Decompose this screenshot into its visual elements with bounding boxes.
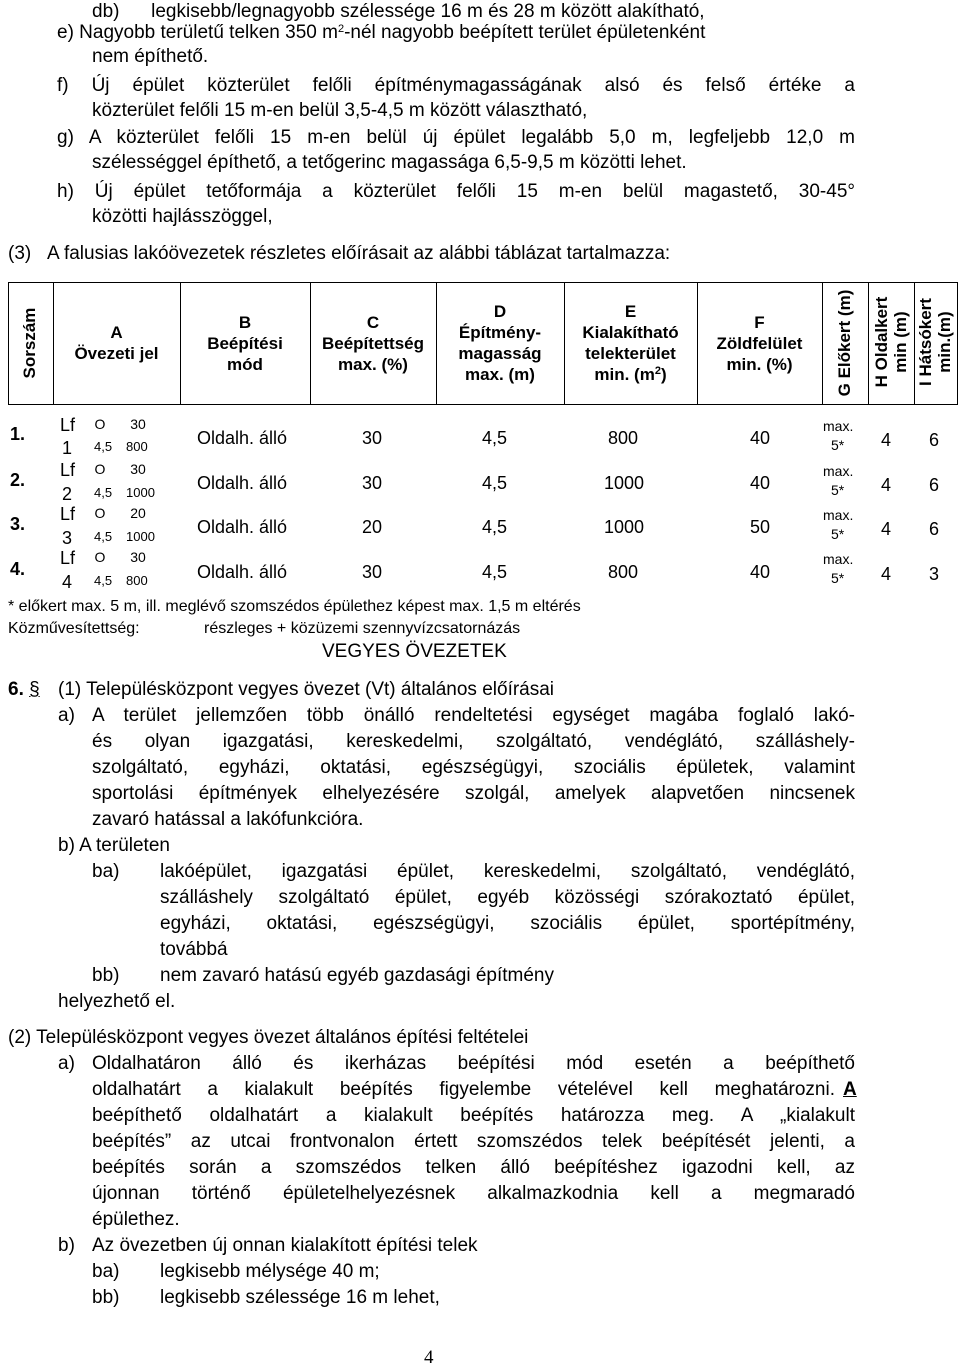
building-mode: Oldalh. álló <box>197 428 288 448</box>
utilities-label: Közművesítettség: <box>8 620 140 637</box>
item-f-line2: közterület felőli 15 m-en belül 3,5-4,5 m között választható, <box>92 100 588 121</box>
row-number: 1. <box>10 424 26 444</box>
section2-a-label: a) <box>58 1053 75 1074</box>
paragraph-3: (3) A falusias lakóövezetek részletes előírásait az alábbi táblázat tartalmazza: <box>8 243 671 264</box>
section6-ba-label: ba) <box>92 861 120 882</box>
row-number: 4. <box>10 559 26 579</box>
utilities-value: részleges + közüzemi szennyvízcsatornázás <box>204 620 521 637</box>
zoning-table: Sorszám A Övezeti jel B Beépítési mód C Beépítettség max. (%) D Építmény- magasság max. (m) E Kialakítható telekterület min. $(m^2)$ F Zöldfelület min. (%) G Előkert (m) H Oldalkert min (m) I Hátsókert min.(m) 1. Lf 1 O 30 4,5 800 Oldalh. álló 30 4,5 800 40 max. 5* 4 6 2. Lf 2 O 30 4,5 1000 Oldalh. álló 30 4,5 1000 40 max. 5* 4 6 3. Lf 3 O 20 4,5 1000 Oldalh. álló 20 4,5 1000 50 max. 5* 4 6 4. Lf 4 O 30 4,5 800 Oldalh. álló 30 4,5 800 40 max. 5* 4 3 <box>8 282 958 597</box>
paragraph-sign: § <box>29 679 40 700</box>
header-b: B Beépítési mód <box>207 312 283 374</box>
section-heading: VEGYES ÖVEZETEK <box>322 641 507 662</box>
zone-number: 3 <box>62 528 73 548</box>
document-page: db) legkisebb/legnagyobb szélessége 16 m és 28 m között alakítható, e) Nagyobb területű telken 350 $m^2$-nél nagyobb beépített terület épületenként nem építhető. f) Új épület közterület felőli építménymagasságának alsó és felső értéke a közterület felőli 15 m-en belül 3,5-4,5 m között választható, g) A közterület felőli 15 m-en belül új épület legalább 5,0 m, legfeljebb 12,0 m szélességgel építhető, a tetőgerinc magassága 6,5-9,5 m közötti lehet. h) Új épület tetőformája a közterület felőli 15 m-en belül magastető, 30-45° közötti hajlásszöggel, (3) A falusias lakóövezetek részletes előírásait az alábbi táblázat tartalmazza: Sorszám A Övezeti jel B Beépítési mód C Beépítettség max. (%) D Építmény- magasság max. (m) E Kialakítható telekterület min. $(m^2)$ F Zöldfelület min. (%) G Előkert (m) H Oldalkert min (m) I Hátsókert min.(m) 1. Lf 1 O 30 4,5 800 Oldalh. álló 30 4,5 800 40 max. 5* 4 6 2. Lf 2 O 30 4,5 1000 Oldalh. álló 30 4,5 1000 40 max. 5* 4 6 3. Lf 3 O 20 4,5 1000 Oldalh. álló 20 4,5 1000 50 max. 5* 4 6 4. Lf 4 O 30 4,5 800 Oldalh. álló 30 4,5 800 40 max. 5* 4 3 * előkert max. 5 m, ill. meglévő szomszédos épülethez képest max. 1,5 m eltérés Közművesítettség: részleges + közüzemi szennyvízcsatornázás VEGYES ÖVEZETEK 6. § (1) Településközpont vegyes övezet (Vt) általános előírásai a) A terület jellemzően több önálló rendeltetési egységet magába foglaló lakó- és olyan igazgatási, kereskedelmi, szolgáltató, vendéglátó, szálláshely- szolgáltató, egyházi, oktatási, egészségügyi, szociális épületek, valamint sportolási építmények elhelyezésére szolgál, amelyek alapvetően nincsenek zavaró hatással a lakófunkcióra. b) A területen ba) lakóépület, igazgatási épület, kereskedelmi, szolgáltató, vendéglátó, szálláshely szolgáltató épület, egyéb közösségi szórakoztató épület, egyházi, oktatási, egészségügyi, szociális épület, sportépítmény, továbbá bb) nem zavaró hatású egyéb gazdasági építmény helyezhető el. (2) Településközpont vegyes övezet általános építési feltételei a) Oldalhatáron álló és ikerházas beépítési mód esetén a beépíthető oldalhatárt a kialakult beépítés figyelembe vételével kell meghatározni. A beépíthető oldalhatárt a kialakult beépítés határozza meg. A „kialakult beépítés” az utcai frontvonalon értett szomszédos telek beépítését jelenti, a beépítés során a szomszédos telken álló beépítéshez igazodni kell, az újonnan történő épületelhelyezésnek alkalmazkodnia kell a megmaradó épülethez. b) Az övezetben új onnan kialakított építési telek ba) legkisebb mélysége 40 m; bb) legkisebb szélessége 16 m lehet, 4 <box>0 0 960 1370</box>
zone-code: Lf <box>60 415 76 435</box>
item-f-line1: f) Új épület közterület felőli építménymagasságának alsó és felső értéke a <box>57 75 855 96</box>
header-c: C Beépítettség max. (%) <box>321 312 425 374</box>
header-d: D Építmény- magasság max. (m) <box>458 302 542 384</box>
section2-title: (2) Településközpont vegyes övezet általános építési feltételei <box>8 1027 529 1048</box>
section2-ba-label: ba) <box>92 1261 120 1282</box>
row-number: 2. <box>10 470 26 490</box>
underlined-a: A <box>843 1079 857 1100</box>
table-header-border <box>8 404 958 405</box>
header-f: F Zöldfelület min. (%) <box>716 312 803 374</box>
table-footnote: * előkert max. 5 m, ill. meglévő szomszédos épülethez képest max. 1,5 m eltérés <box>8 598 581 615</box>
zone-code: Lf <box>60 504 76 524</box>
zone-code: Lf <box>60 548 76 568</box>
section2-bb-label: bb) <box>92 1287 120 1308</box>
building-mode: Oldalh. álló <box>197 473 288 493</box>
item-h-line1: h) Új épület tetőformája a közterület felőli 15 m-en belül magastető, 30-45° <box>57 181 855 202</box>
header-e: E Kialakítható telekterület min. $(m^2)$ <box>582 302 679 384</box>
building-mode: Oldalh. álló <box>197 517 288 537</box>
section2-b-label: b) <box>58 1235 75 1256</box>
item-g-line1: g) A közterület felőli 15 m-en belül új épület legalább 5,0 m, legfeljebb 12,0 m <box>57 127 855 148</box>
page-number: 4 <box>424 1347 434 1368</box>
item-e-line1: e) Nagyobb területű telken 350 $m^2$-nél nagyobb beépített terület épületenként <box>57 22 706 43</box>
zone-number: 4 <box>62 572 73 592</box>
section6-title: (1) Településközpont vegyes övezet (Vt) általános előírásai <box>58 679 555 700</box>
section6-bb-label: bb) <box>92 965 120 986</box>
row-number: 3. <box>10 514 26 534</box>
header-h: H Oldalkert min (m) <box>872 296 910 388</box>
section6-a-label: a) <box>58 705 75 726</box>
zone-code: Lf <box>60 460 76 480</box>
section6-b-title: b) A területen <box>58 835 170 856</box>
zone-number: 2 <box>62 484 73 504</box>
section-number: 6. § <box>8 679 40 700</box>
header-sorszam: Sorszám <box>20 307 39 379</box>
item-db: db) legkisebb/legnagyobb szélessége 16 m és 28 m között alakítható, <box>92 1 705 22</box>
item-g-line2: szélességgel építhető, a tetőgerinc magassága 6,5-9,5 m közötti lehet. <box>92 152 687 173</box>
item-h-line2: közötti hajlásszöggel, <box>92 206 273 227</box>
header-i: I Hátsókert min.(m) <box>916 298 954 386</box>
building-mode: Oldalh. álló <box>197 562 288 582</box>
header-a: A Övezeti jel <box>74 323 159 363</box>
header-g: G Előkert (m) <box>835 289 854 397</box>
zone-number: 1 <box>62 438 73 458</box>
item-e-line2: nem építhető. <box>92 46 209 67</box>
